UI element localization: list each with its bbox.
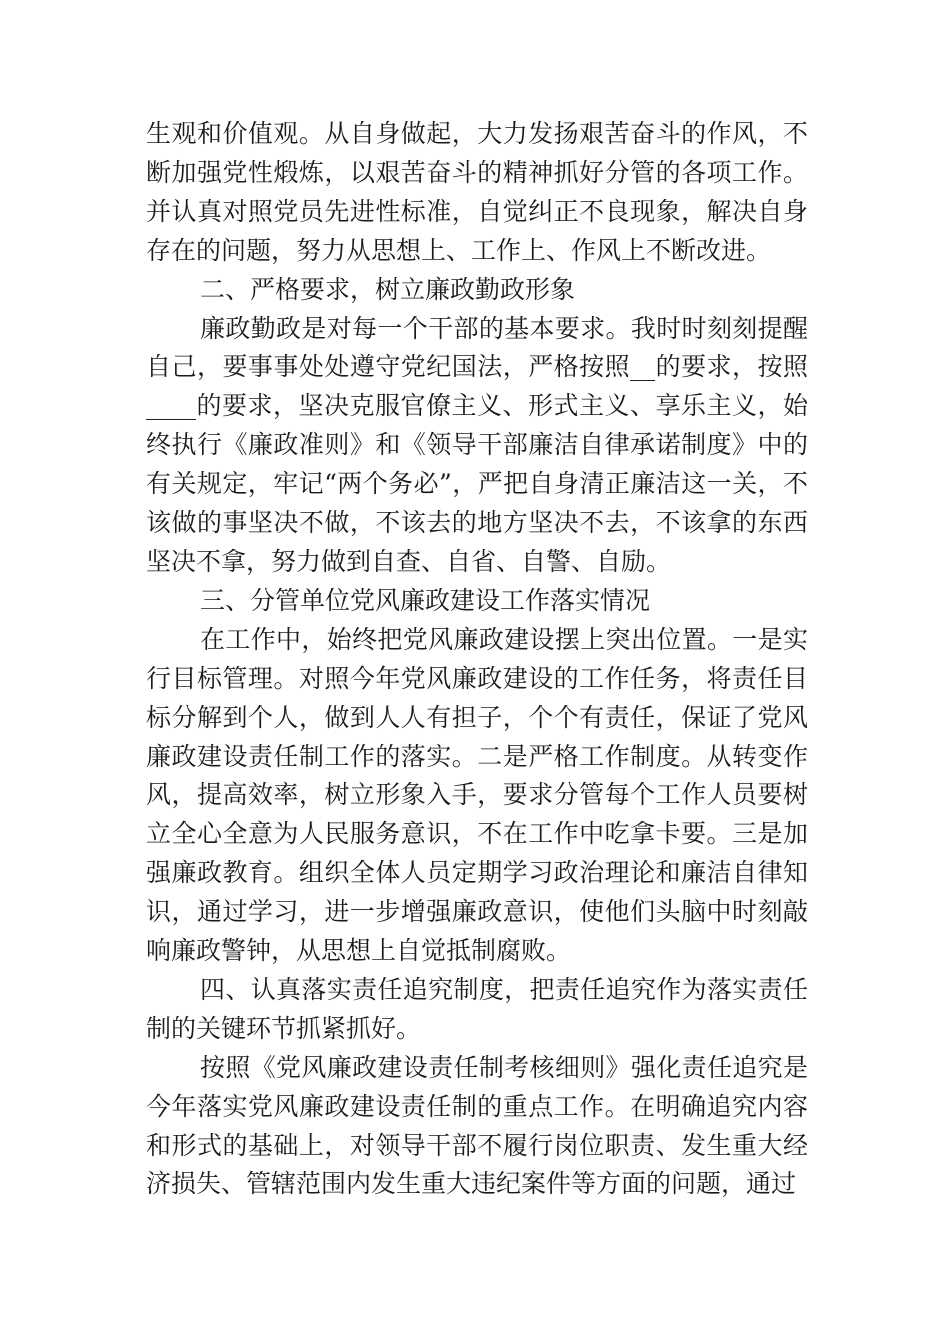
body-paragraph-2: 廉政勤政是对每一个干部的基本要求。我时时刻刻提醒自己，要事事处处遵守党纪国法，严格按照__的要求，按照____的要求，坚决克服官僚主义、形式主义、享乐主义，始终执行《廉政准则》和《领导干部廉洁自律承诺制度》中的有关规定，牢记“两个务必”，严把自身清正廉洁这一关，不该做的事坚决不做，不该去的地方坚决不去，不该拿的东西坚决不拿，努力做到自查、自省、自警、自励。 — [146, 313, 808, 576]
section-heading-4: 四、认真落实责任追究制度，把责任追究作为落实责任制的关键环节抓紧抓好。 — [146, 974, 808, 1043]
document-page — [146, 115, 808, 1204]
body-paragraph-3: 在工作中，始终把党风廉政建设摆上突出位置。一是实行目标管理。对照今年党风廉政建设的工作任务，将责任目标分解到个人，做到人人有担子，个个有责任，保证了党风廉政建设责任制工作的落实。二是严格工作制度。从转变作风，提高效率，树立形象入手，要求分管每个工作人员要树立全心全意为人民服务意识，不在工作中吃拿卡要。三是加强廉政教育。组织全体人员定期学习政治理论和廉洁自律知识，通过学习，进一步增强廉政意识，使他们头脑中时刻敲响廉政警钟，从思想上自觉抵制腐败。 — [146, 624, 808, 966]
section-heading-2: 二、严格要求，树立廉政勤政形象 — [200, 274, 576, 304]
section-heading-3: 三、分管单位党风廉政建设工作落实情况 — [200, 585, 651, 615]
body-paragraph-4: 按照《党风廉政建设责任制考核细则》强化责任追究是今年落实党风廉政建设责任制的重点工作。在明确追究内容和形式的基础上，对领导干部不履行岗位职责、发生重大经济损失、管辖范围内发生重大违纪案件等方面的问题，通过 — [146, 1052, 808, 1199]
body-paragraph-continuation: 生观和价值观。从自身做起，大力发扬艰苦奋斗的作风，不断加强党性煅炼，以艰苦奋斗的精神抓好分管的各项工作。并认真对照党员先进性标准，自觉纠正不良现象，解决自身存在的问题，努力从思想上、工作上、作风上不断改进。 — [146, 119, 808, 265]
